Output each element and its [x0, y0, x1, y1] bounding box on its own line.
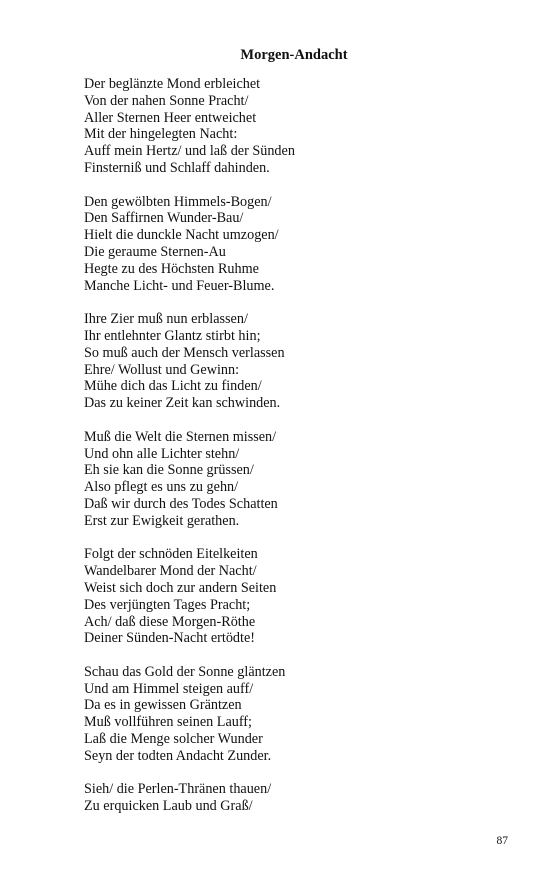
poem-line: Daß wir durch des Todes Schatten [84, 495, 278, 512]
poem-line: Eh sie kan die Sonne grüssen/ [84, 462, 254, 479]
page-number: 87 [496, 835, 508, 847]
stanza-7 [84, 781, 524, 815]
poem-line: Und am Himmel steigen auff/ [84, 680, 254, 697]
poem-line: Auff mein Hertz/ und laß der Sünden [84, 143, 295, 160]
poem-line: Muß vollführen seinen Lauff; [84, 714, 252, 731]
poem-line: Hielt die dunckle Nacht umzogen/ [84, 227, 279, 244]
poem-line: Muß die Welt die Sternen missen/ [84, 428, 277, 445]
poem-line: Also pflegt es uns zu gehn/ [84, 479, 239, 496]
poem-line: Wandelbarer Mond der Nacht/ [84, 563, 257, 580]
stanza-1 [84, 76, 524, 177]
poem-line: Da es in gewissen Gräntzen [84, 697, 242, 714]
poem-line: Der beglänzte Mond erbleichet [84, 76, 261, 92]
poem-line: Den Saffirnen Wunder-Bau/ [84, 210, 244, 227]
poem-line: Schau das Gold der Sonne gläntzen [84, 663, 286, 680]
stanza-2 [84, 194, 524, 295]
poem-line: Des verjüngten Tages Pracht; [84, 596, 251, 613]
poem-line: Finsterniß und Schlaff dahinden. [84, 159, 270, 176]
poem-line: Manche Licht- und Feuer-Blume. [84, 277, 275, 294]
poem-body [84, 76, 524, 832]
stanza-3 [84, 311, 524, 412]
stanza-5 [84, 546, 524, 647]
poem-title: Morgen-Andacht [240, 47, 348, 63]
poem-line: Folgt der schnöden Eitelkeiten [84, 546, 258, 563]
poem-line: So muß auch der Mensch verlassen [84, 344, 285, 361]
poem-line: Deiner Sünden-Nacht ertödte! [84, 630, 255, 647]
poem-line: Ihre Zier muß nun erblassen/ [84, 311, 248, 328]
stanza-4 [84, 429, 524, 530]
poem-line: Sieh/ die Perlen-Thränen thauen/ [84, 781, 272, 798]
poem-line: Seyn der todten Andacht Zunder. [84, 747, 272, 764]
poem-line: Laß die Menge solcher Wunder [84, 731, 263, 748]
poem-line: Ach/ daß diese Morgen-Röthe [84, 613, 256, 630]
poem-line: Weist sich doch zur andern Seiten [84, 579, 277, 596]
poem-line: Mit der hingelegten Nacht: [84, 126, 238, 143]
poem-line: Die geraume Sternen-Au [84, 243, 226, 260]
poem-line: Aller Sternen Heer entweichet [84, 109, 257, 126]
poem-line: Von der nahen Sonne Pracht/ [84, 92, 249, 109]
poem-line: Das zu keiner Zeit kan schwinden. [84, 395, 281, 412]
poem-line: Den gewölbten Himmels-Bogen/ [84, 193, 272, 210]
stanza-6 [84, 664, 524, 765]
poem-line: Mühe dich das Licht zu finden/ [84, 378, 262, 395]
poem-line: Zu erquicken Laub und Graß/ [84, 798, 253, 815]
poem-line: Erst zur Ewigkeit gerathen. [84, 512, 240, 529]
poem-line: Ehre/ Wollust und Gewinn: [84, 361, 240, 378]
poem-line: Hegte zu des Höchsten Ruhme [84, 260, 259, 277]
poem-line: Ihr entlehnter Glantz stirbt hin; [84, 327, 261, 344]
poem-line: Und ohn alle Lichter stehn/ [84, 445, 240, 462]
